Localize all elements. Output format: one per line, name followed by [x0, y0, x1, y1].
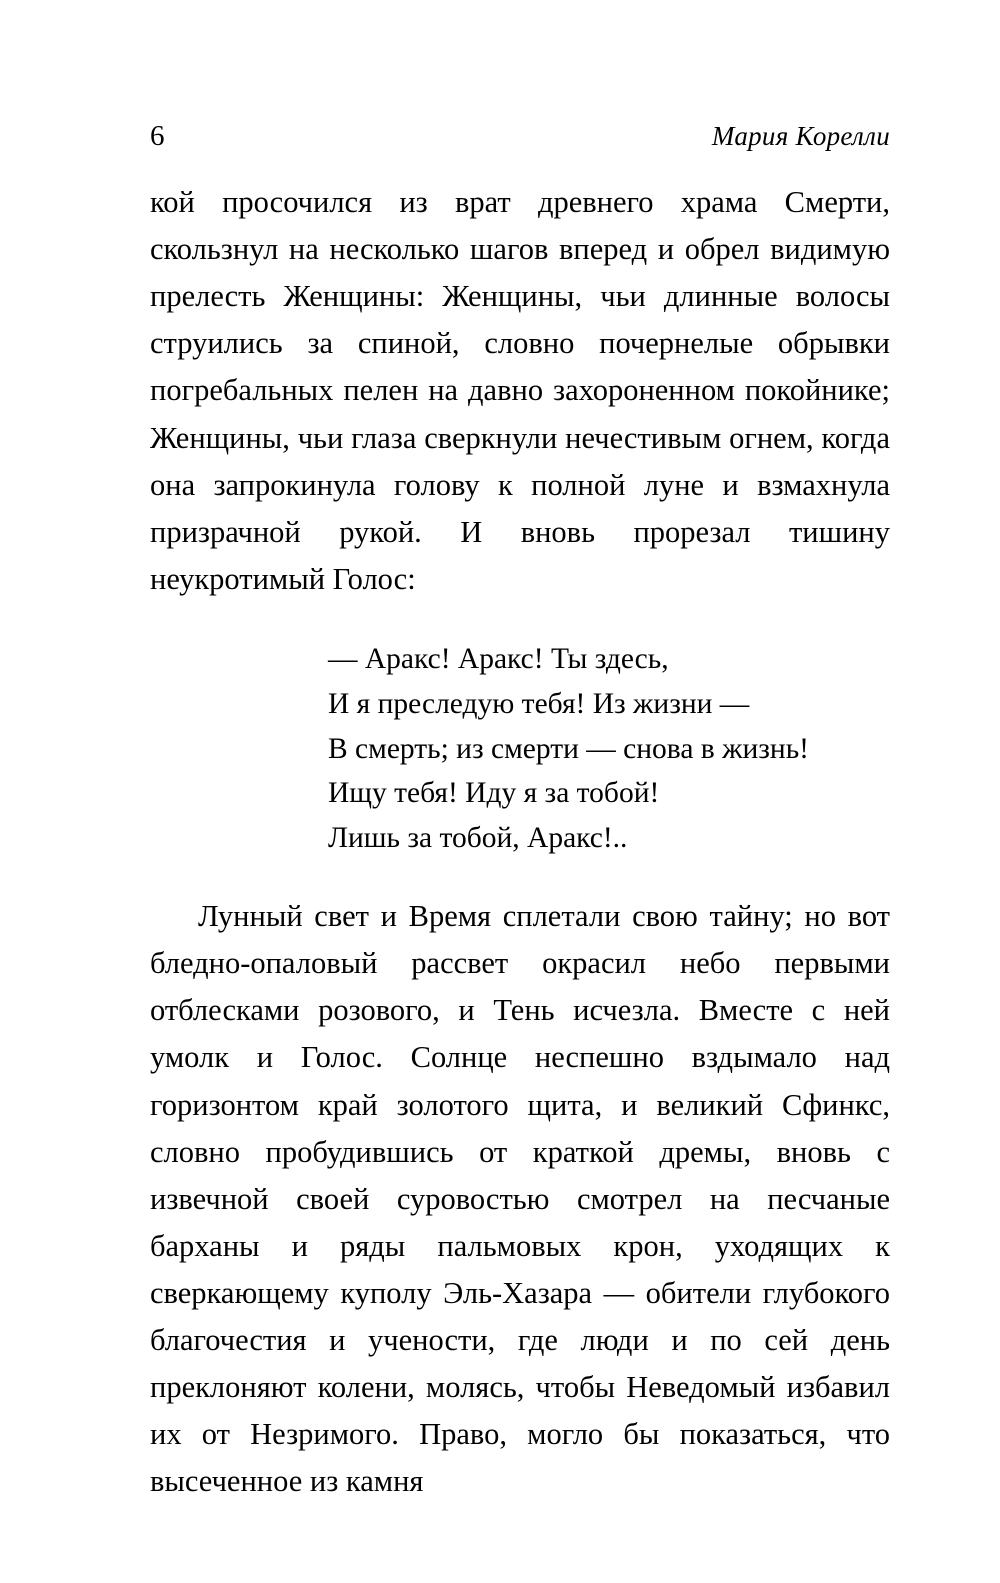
paragraph-continued: кой просочился из врат древнего храма Смерти, скользнул на несколько шагов вперед и обрел видимую прелесть Женщины: Женщины, чьи длинные волосы струились за спиной, словно почернелые обрывки погребальных пелен на давно захороненном покойнике; Женщины, чьи глаза сверкнули нечестивым огнем, когда она запрокинула голову к полной луне и взмахнула призрачной рукой. И вновь прорезал тишину неукротимый Голос:	[150, 185, 890, 596]
running-head-author: Мария Корелли	[711, 121, 890, 151]
verse-line: И я преследую тебя! Из жизни —	[328, 687, 750, 720]
verse-line: Лишь за тобой, Аракс!..	[328, 822, 628, 855]
verse-line: Ищу тебя! Иду я за тобой!	[328, 777, 660, 810]
paragraph-next: Лунный свет и Время сплетали свою тайну; но вот бледно-опаловый рассвет окрасил небо первыми отблесками розового, и Тень исчезла. Вместе с ней умолк и Голос. Солнце неспешно вздымало над горизонтом край золотого щита, и великий Сфинкс, словно пробудившись от краткой дремы, вновь с извечной своей суровостью смотрел на песчаные барханы и ряды пальмовых крон, уходящих к сверкающему куполу Эль-Хазара — обители глубокого благочестия и учености, где люди и по сей день преклоняют колени, молясь, чтобы Неведомый избавил их от Незримого. Право, могло бы показаться, что высеченное из камня	[150, 899, 890, 1499]
page-number: 6	[150, 120, 165, 152]
verse-line: В смерть; из смерти — снова в жизнь!	[328, 732, 809, 765]
page-body	[150, 179, 890, 1506]
verse-line: — Аракс! Аракс! Ты здесь,	[328, 642, 669, 675]
verse-block	[150, 637, 890, 861]
running-head	[150, 120, 890, 153]
